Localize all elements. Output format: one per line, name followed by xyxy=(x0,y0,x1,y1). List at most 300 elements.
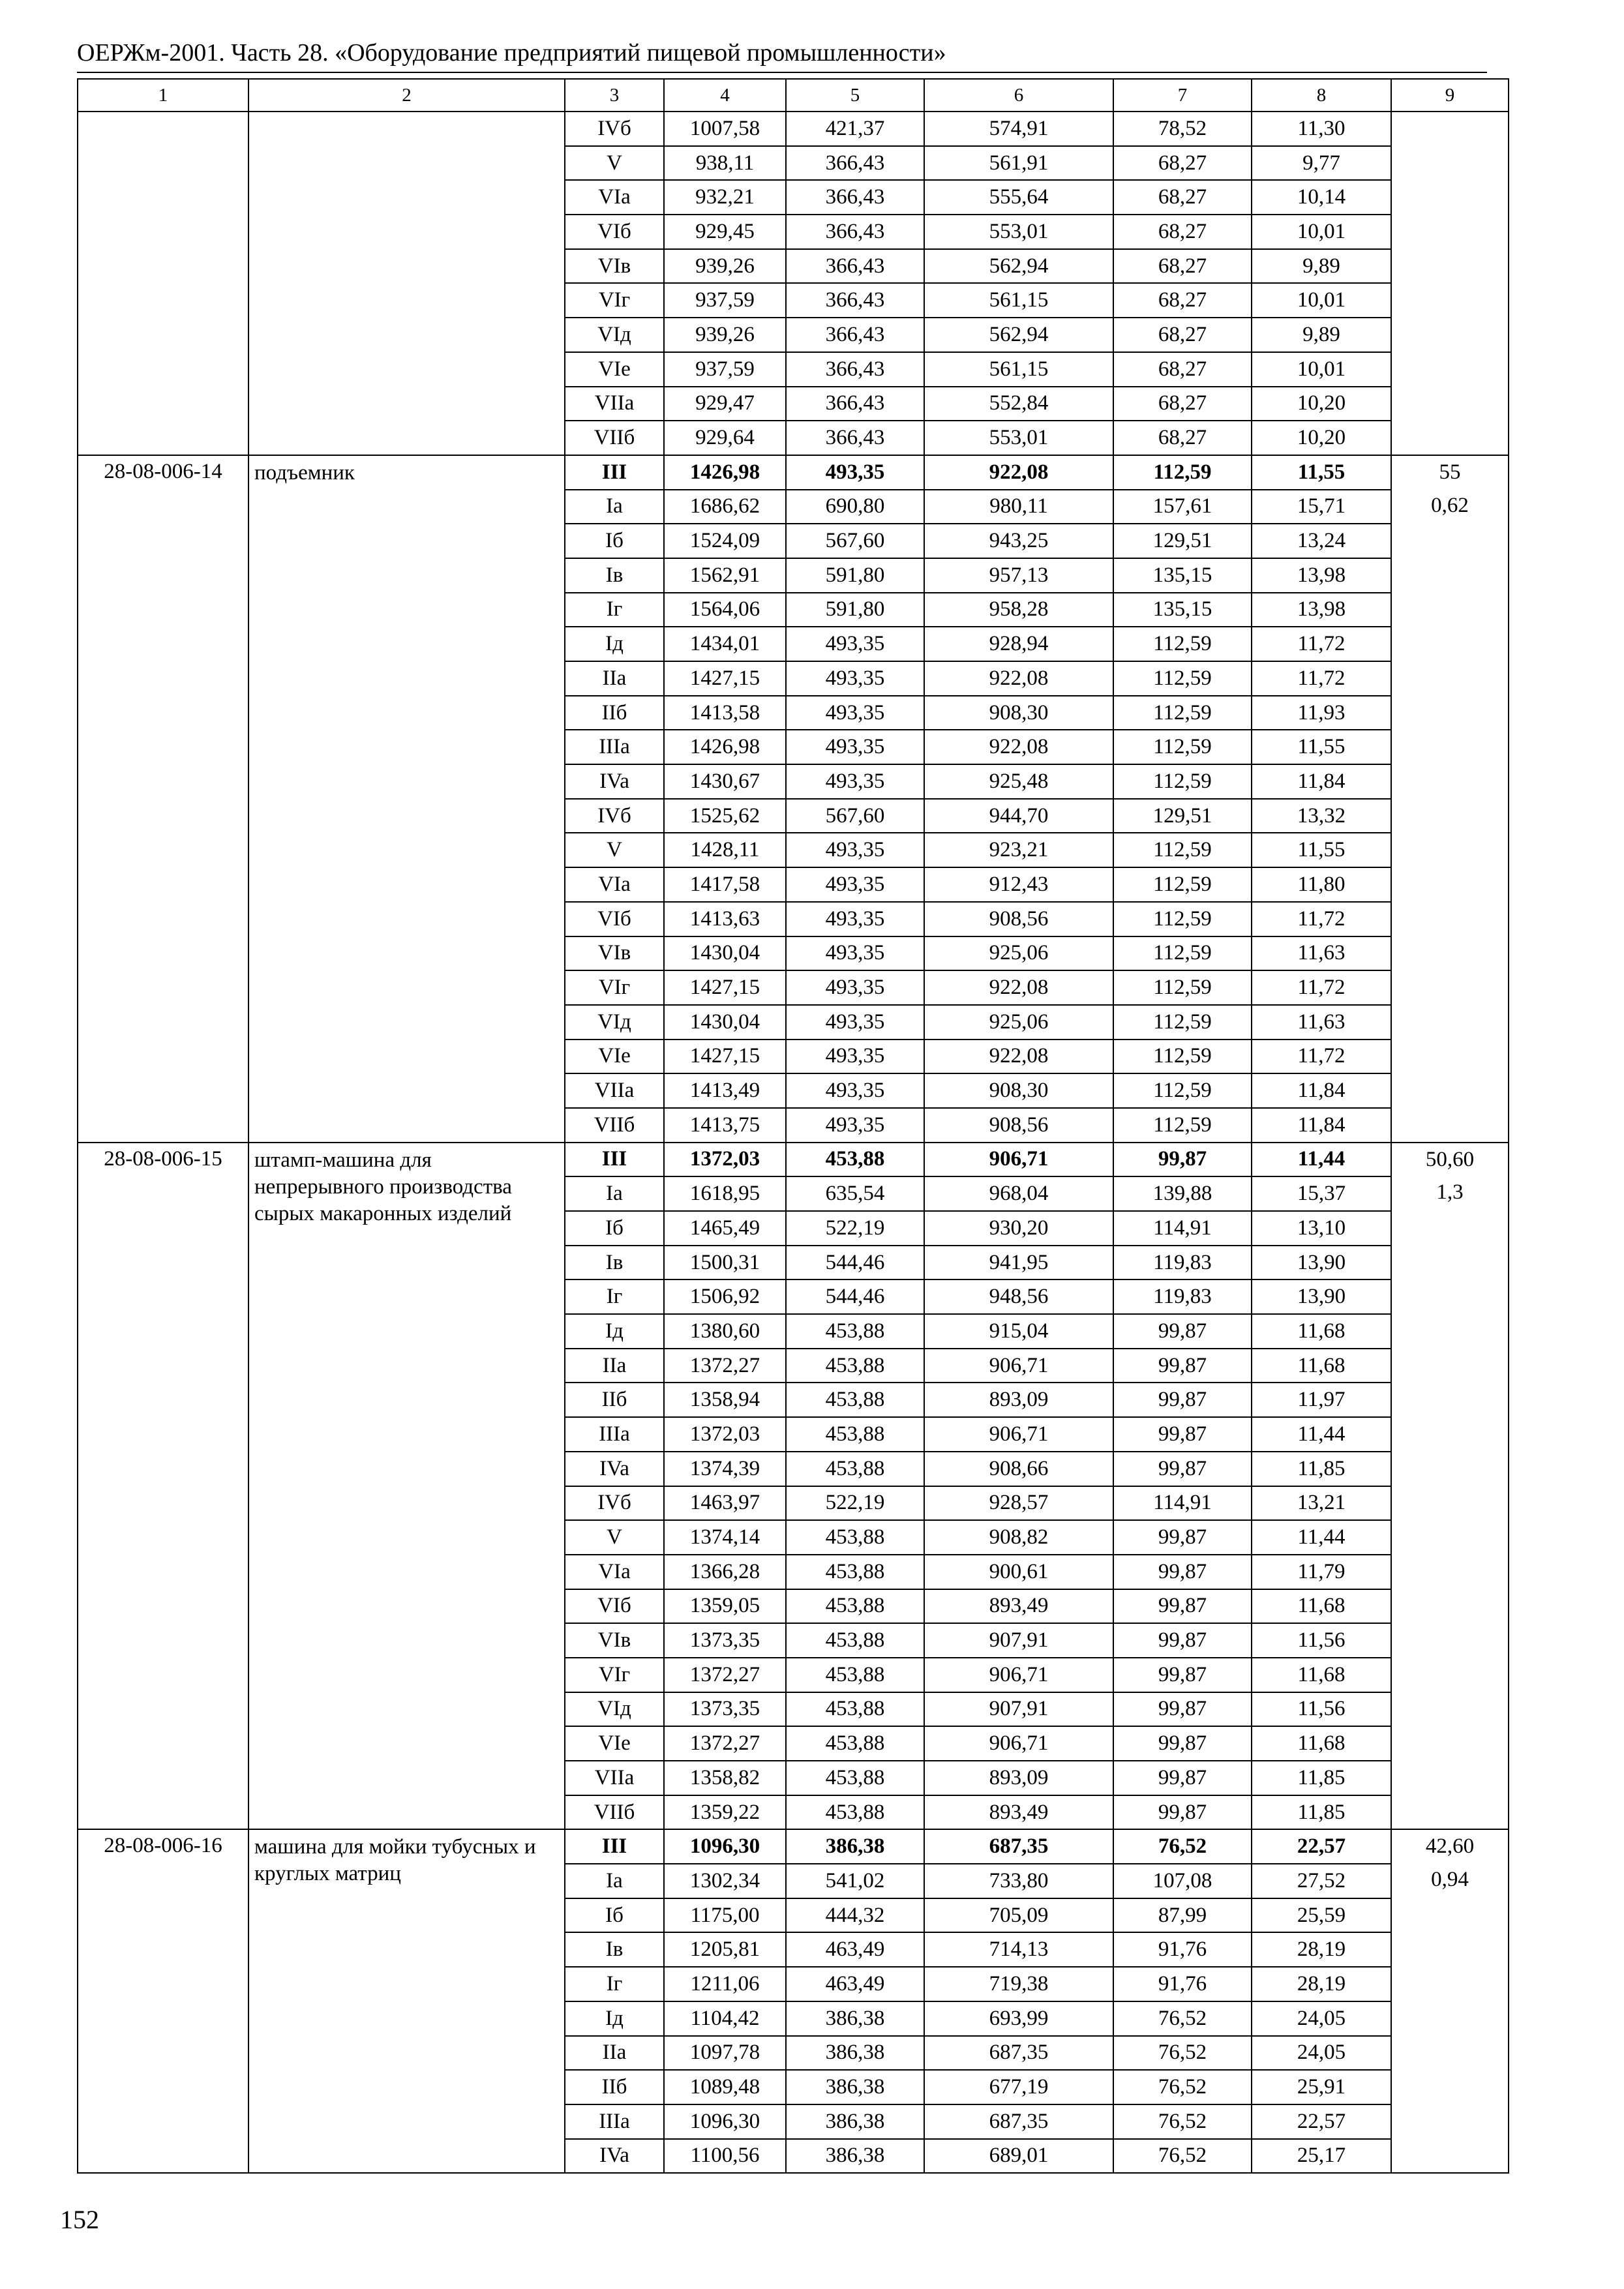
region-category: Iб xyxy=(565,1898,664,1933)
cost-value: 99,87 xyxy=(1113,1314,1252,1349)
region-category: Iв xyxy=(565,1246,664,1280)
region-category: Iв xyxy=(565,1932,664,1967)
cost-value: 11,79 xyxy=(1252,1555,1391,1589)
cost-value: 11,97 xyxy=(1252,1383,1391,1417)
cost-value: 366,43 xyxy=(786,318,924,352)
cost-value: 1524,09 xyxy=(664,524,786,558)
cost-value: 453,88 xyxy=(786,1143,924,1177)
cost-value: 11,84 xyxy=(1252,764,1391,799)
extra-column xyxy=(1391,112,1509,455)
cost-value: 900,61 xyxy=(924,1555,1113,1589)
region-category: IVб xyxy=(565,112,664,146)
cost-value: 99,87 xyxy=(1113,1555,1252,1589)
cost-value: 129,51 xyxy=(1113,524,1252,558)
cost-value: 129,51 xyxy=(1113,799,1252,833)
cost-value: 76,52 xyxy=(1113,1829,1252,1864)
cost-value: 366,43 xyxy=(786,352,924,387)
cost-value: 522,19 xyxy=(786,1486,924,1521)
cost-value: 1372,27 xyxy=(664,1349,786,1383)
cost-value: 1430,67 xyxy=(664,764,786,799)
region-category: IIб xyxy=(565,2070,664,2104)
cost-value: 925,06 xyxy=(924,1005,1113,1040)
cost-value: 112,59 xyxy=(1113,1005,1252,1040)
cost-value: 928,94 xyxy=(924,627,1113,661)
region-category: VIIa xyxy=(565,1761,664,1795)
cost-value: 562,94 xyxy=(924,249,1113,284)
price-table xyxy=(77,78,1509,2174)
region-category: Iд xyxy=(565,2001,664,2036)
extra-value: 0,62 xyxy=(1431,493,1469,517)
position-code: 28-08-006-14 xyxy=(78,455,248,1143)
region-category: III xyxy=(565,455,664,490)
cost-value: 944,70 xyxy=(924,799,1113,833)
column-number: 5 xyxy=(786,79,924,112)
cost-value: 893,09 xyxy=(924,1761,1113,1795)
cost-value: 114,91 xyxy=(1113,1211,1252,1246)
cost-value: 1413,49 xyxy=(664,1073,786,1108)
region-category: III xyxy=(565,1143,664,1177)
cost-value: 1372,03 xyxy=(664,1417,786,1452)
cost-value: 99,87 xyxy=(1113,1795,1252,1830)
region-category: IIб xyxy=(565,1383,664,1417)
cost-value: 493,35 xyxy=(786,833,924,867)
cost-value: 11,72 xyxy=(1252,661,1391,696)
cost-value: 99,87 xyxy=(1113,1520,1252,1555)
region-category: VIe xyxy=(565,1040,664,1074)
region-category: VIe xyxy=(565,1726,664,1761)
cost-value: 366,43 xyxy=(786,215,924,249)
cost-value: 25,91 xyxy=(1252,2070,1391,2104)
cost-value: 28,19 xyxy=(1252,1967,1391,2001)
region-category: Iг xyxy=(565,593,664,627)
region-category: VIIб xyxy=(565,421,664,455)
cost-value: 689,01 xyxy=(924,2139,1113,2174)
cost-value: 112,59 xyxy=(1113,661,1252,696)
cost-value: 1463,97 xyxy=(664,1486,786,1521)
cost-value: 78,52 xyxy=(1113,112,1252,146)
cost-value: 687,35 xyxy=(924,2036,1113,2071)
cost-value: 522,19 xyxy=(786,1211,924,1246)
cost-value: 1413,63 xyxy=(664,902,786,936)
cost-value: 99,87 xyxy=(1113,1143,1252,1177)
cost-value: 1413,75 xyxy=(664,1108,786,1143)
cost-value: 13,98 xyxy=(1252,558,1391,593)
region-category: VIa xyxy=(565,180,664,215)
cost-value: 13,32 xyxy=(1252,799,1391,833)
cost-value: 112,59 xyxy=(1113,936,1252,971)
region-category: Iд xyxy=(565,1314,664,1349)
cost-value: 893,49 xyxy=(924,1795,1113,1830)
cost-value: 386,38 xyxy=(786,2139,924,2174)
cost-value: 112,59 xyxy=(1113,730,1252,764)
region-category: IIa xyxy=(565,1349,664,1383)
cost-value: 544,46 xyxy=(786,1246,924,1280)
cost-value: 908,30 xyxy=(924,1073,1113,1108)
cost-value: 25,17 xyxy=(1252,2139,1391,2174)
cost-value: 1007,58 xyxy=(664,112,786,146)
cost-value: 9,89 xyxy=(1252,249,1391,284)
cost-value: 574,91 xyxy=(924,112,1113,146)
cost-value: 922,08 xyxy=(924,970,1113,1005)
region-category: VIг xyxy=(565,1658,664,1692)
cost-value: 1096,30 xyxy=(664,1829,786,1864)
cost-value: 493,35 xyxy=(786,970,924,1005)
cost-value: 938,11 xyxy=(664,146,786,181)
position-code: 28-08-006-16 xyxy=(78,1829,248,2173)
region-category: VIд xyxy=(565,1692,664,1727)
region-category: VIe xyxy=(565,352,664,387)
region-category: V xyxy=(565,1520,664,1555)
cost-value: 941,95 xyxy=(924,1246,1113,1280)
cost-value: 139,88 xyxy=(1113,1176,1252,1211)
region-category: IVб xyxy=(565,1486,664,1521)
cost-value: 925,06 xyxy=(924,936,1113,971)
cost-value: 68,27 xyxy=(1113,146,1252,181)
cost-value: 11,68 xyxy=(1252,1589,1391,1624)
cost-value: 1373,35 xyxy=(664,1692,786,1727)
cost-value: 493,35 xyxy=(786,867,924,902)
cost-value: 99,87 xyxy=(1113,1383,1252,1417)
cost-value: 929,45 xyxy=(664,215,786,249)
cost-value: 493,35 xyxy=(786,1005,924,1040)
cost-value: 386,38 xyxy=(786,2104,924,2139)
cost-value: 493,35 xyxy=(786,455,924,490)
cost-value: 1374,14 xyxy=(664,1520,786,1555)
cost-value: 11,85 xyxy=(1252,1761,1391,1795)
cost-value: 11,63 xyxy=(1252,936,1391,971)
region-category: VIд xyxy=(565,1005,664,1040)
cost-value: 11,72 xyxy=(1252,627,1391,661)
cost-value: 493,35 xyxy=(786,764,924,799)
cost-value: 493,35 xyxy=(786,1108,924,1143)
cost-value: 929,47 xyxy=(664,387,786,421)
cost-value: 923,21 xyxy=(924,833,1113,867)
cost-value: 11,84 xyxy=(1252,1108,1391,1143)
region-category: VIг xyxy=(565,970,664,1005)
cost-value: 1427,15 xyxy=(664,1040,786,1074)
cost-value: 11,93 xyxy=(1252,696,1391,730)
cost-value: 11,68 xyxy=(1252,1314,1391,1349)
cost-value: 11,55 xyxy=(1252,833,1391,867)
cost-value: 922,08 xyxy=(924,730,1113,764)
cost-value: 463,49 xyxy=(786,1932,924,1967)
cost-value: 1525,62 xyxy=(664,799,786,833)
column-number: 9 xyxy=(1391,79,1509,112)
extra-column xyxy=(1391,1829,1509,2173)
position-code xyxy=(78,112,248,455)
cost-value: 135,15 xyxy=(1113,558,1252,593)
cost-value: 99,87 xyxy=(1113,1658,1252,1692)
cost-value: 567,60 xyxy=(786,799,924,833)
cost-value: 958,28 xyxy=(924,593,1113,627)
column-number: 7 xyxy=(1113,79,1252,112)
extra-column xyxy=(1391,1143,1509,1830)
cost-value: 114,91 xyxy=(1113,1486,1252,1521)
region-category: VIa xyxy=(565,1555,664,1589)
cost-value: 635,54 xyxy=(786,1176,924,1211)
cost-value: 733,80 xyxy=(924,1864,1113,1898)
cost-value: 957,13 xyxy=(924,558,1113,593)
cost-value: 11,63 xyxy=(1252,1005,1391,1040)
cost-value: 112,59 xyxy=(1113,902,1252,936)
cost-value: 1372,27 xyxy=(664,1726,786,1761)
cost-value: 1175,00 xyxy=(664,1898,786,1933)
cost-value: 493,35 xyxy=(786,936,924,971)
cost-value: 453,88 xyxy=(786,1623,924,1658)
cost-value: 119,83 xyxy=(1113,1279,1252,1314)
cost-value: 937,59 xyxy=(664,283,786,318)
region-category: III xyxy=(565,1829,664,1864)
cost-value: 112,59 xyxy=(1113,764,1252,799)
region-category: IIб xyxy=(565,696,664,730)
cost-value: 591,80 xyxy=(786,558,924,593)
region-category: IVa xyxy=(565,1452,664,1486)
cost-value: 10,20 xyxy=(1252,421,1391,455)
cost-value: 112,59 xyxy=(1113,696,1252,730)
column-number: 2 xyxy=(248,79,565,112)
cost-value: 10,01 xyxy=(1252,352,1391,387)
cost-value: 453,88 xyxy=(786,1692,924,1727)
cost-value: 11,68 xyxy=(1252,1726,1391,1761)
cost-value: 453,88 xyxy=(786,1349,924,1383)
cost-value: 1104,42 xyxy=(664,2001,786,2036)
cost-value: 10,01 xyxy=(1252,283,1391,318)
equipment-name: машина для мойки тубусных и круглых матриц xyxy=(248,1829,565,2173)
cost-value: 687,35 xyxy=(924,2104,1113,2139)
cost-value: 925,48 xyxy=(924,764,1113,799)
cost-value: 11,55 xyxy=(1252,730,1391,764)
cost-value: 99,87 xyxy=(1113,1761,1252,1795)
table-row xyxy=(78,112,1509,146)
cost-value: 1366,28 xyxy=(664,1555,786,1589)
region-category: VIб xyxy=(565,1589,664,1624)
cost-value: 366,43 xyxy=(786,249,924,284)
cost-value: 9,89 xyxy=(1252,318,1391,352)
column-number: 8 xyxy=(1252,79,1391,112)
region-category: Iв xyxy=(565,558,664,593)
region-category: Ia xyxy=(565,490,664,524)
cost-value: 366,43 xyxy=(786,387,924,421)
cost-value: 907,91 xyxy=(924,1692,1113,1727)
table-row xyxy=(78,455,1509,490)
cost-value: 1205,81 xyxy=(664,1932,786,1967)
cost-value: 366,43 xyxy=(786,283,924,318)
cost-value: 907,91 xyxy=(924,1623,1113,1658)
cost-value: 453,88 xyxy=(786,1761,924,1795)
cost-value: 11,72 xyxy=(1252,1040,1391,1074)
cost-value: 930,20 xyxy=(924,1211,1113,1246)
cost-value: 1413,58 xyxy=(664,696,786,730)
cost-value: 135,15 xyxy=(1113,593,1252,627)
cost-value: 99,87 xyxy=(1113,1623,1252,1658)
header-rule xyxy=(77,72,1487,73)
cost-value: 1618,95 xyxy=(664,1176,786,1211)
cost-value: 980,11 xyxy=(924,490,1113,524)
cost-value: 1373,35 xyxy=(664,1623,786,1658)
cost-value: 112,59 xyxy=(1113,455,1252,490)
equipment-name: штамп-машина для непрерывного производства сырых макаронных изделий xyxy=(248,1143,565,1830)
cost-value: 908,66 xyxy=(924,1452,1113,1486)
cost-value: 76,52 xyxy=(1113,2139,1252,2174)
cost-value: 544,46 xyxy=(786,1279,924,1314)
cost-value: 906,71 xyxy=(924,1726,1113,1761)
cost-value: 11,55 xyxy=(1252,455,1391,490)
cost-value: 10,14 xyxy=(1252,180,1391,215)
cost-value: 386,38 xyxy=(786,1829,924,1864)
region-category: VIв xyxy=(565,1623,664,1658)
cost-value: 112,59 xyxy=(1113,1108,1252,1143)
cost-value: 99,87 xyxy=(1113,1452,1252,1486)
cost-value: 11,56 xyxy=(1252,1692,1391,1727)
cost-value: 112,59 xyxy=(1113,1040,1252,1074)
cost-value: 11,72 xyxy=(1252,970,1391,1005)
table-body xyxy=(78,79,1509,2173)
cost-value: 719,38 xyxy=(924,1967,1113,2001)
cost-value: 13,90 xyxy=(1252,1279,1391,1314)
cost-value: 943,25 xyxy=(924,524,1113,558)
cost-value: 68,27 xyxy=(1113,352,1252,387)
cost-value: 366,43 xyxy=(786,421,924,455)
cost-value: 99,87 xyxy=(1113,1692,1252,1727)
table-row xyxy=(78,1829,1509,1864)
cost-value: 68,27 xyxy=(1113,387,1252,421)
cost-value: 1500,31 xyxy=(664,1246,786,1280)
cost-value: 68,27 xyxy=(1113,421,1252,455)
cost-value: 76,52 xyxy=(1113,2070,1252,2104)
cost-value: 493,35 xyxy=(786,627,924,661)
cost-value: 99,87 xyxy=(1113,1589,1252,1624)
cost-value: 1686,62 xyxy=(664,490,786,524)
cost-value: 948,56 xyxy=(924,1279,1113,1314)
cost-value: 11,56 xyxy=(1252,1623,1391,1658)
region-category: VIб xyxy=(565,902,664,936)
cost-value: 1359,05 xyxy=(664,1589,786,1624)
equipment-name: подъемник xyxy=(248,455,565,1143)
cost-value: 687,35 xyxy=(924,1829,1113,1864)
cost-value: 1097,78 xyxy=(664,2036,786,2071)
cost-value: 493,35 xyxy=(786,730,924,764)
cost-value: 555,64 xyxy=(924,180,1113,215)
cost-value: 922,08 xyxy=(924,661,1113,696)
cost-value: 112,59 xyxy=(1113,1073,1252,1108)
region-category: IVб xyxy=(565,799,664,833)
cost-value: 562,94 xyxy=(924,318,1113,352)
region-category: Iг xyxy=(565,1279,664,1314)
cost-value: 922,08 xyxy=(924,1040,1113,1074)
cost-value: 453,88 xyxy=(786,1658,924,1692)
cost-value: 11,85 xyxy=(1252,1452,1391,1486)
cost-value: 561,91 xyxy=(924,146,1113,181)
cost-value: 1359,22 xyxy=(664,1795,786,1830)
cost-value: 1096,30 xyxy=(664,2104,786,2139)
cost-value: 493,35 xyxy=(786,661,924,696)
cost-value: 112,59 xyxy=(1113,627,1252,661)
region-category: V xyxy=(565,146,664,181)
cost-value: 1427,15 xyxy=(664,661,786,696)
cost-value: 908,30 xyxy=(924,696,1113,730)
cost-value: 567,60 xyxy=(786,524,924,558)
cost-value: 11,72 xyxy=(1252,902,1391,936)
cost-value: 366,43 xyxy=(786,146,924,181)
cost-value: 1562,91 xyxy=(664,558,786,593)
cost-value: 22,57 xyxy=(1252,1829,1391,1864)
cost-value: 157,61 xyxy=(1113,490,1252,524)
cost-value: 10,01 xyxy=(1252,215,1391,249)
region-category: Iб xyxy=(565,524,664,558)
cost-value: 453,88 xyxy=(786,1795,924,1830)
extra-value: 55 xyxy=(1439,460,1461,484)
extra-value: 1,3 xyxy=(1436,1180,1464,1204)
cost-value: 1427,15 xyxy=(664,970,786,1005)
cost-value: 493,35 xyxy=(786,902,924,936)
cost-value: 561,15 xyxy=(924,283,1113,318)
cost-value: 1380,60 xyxy=(664,1314,786,1349)
cost-value: 112,59 xyxy=(1113,970,1252,1005)
cost-value: 908,82 xyxy=(924,1520,1113,1555)
cost-value: 107,08 xyxy=(1113,1864,1252,1898)
cost-value: 893,09 xyxy=(924,1383,1113,1417)
cost-value: 932,21 xyxy=(664,180,786,215)
cost-value: 11,44 xyxy=(1252,1417,1391,1452)
cost-value: 99,87 xyxy=(1113,1417,1252,1452)
cost-value: 11,84 xyxy=(1252,1073,1391,1108)
cost-value: 99,87 xyxy=(1113,1726,1252,1761)
cost-value: 1089,48 xyxy=(664,2070,786,2104)
cost-value: 99,87 xyxy=(1113,1349,1252,1383)
cost-value: 386,38 xyxy=(786,2036,924,2071)
region-category: VIб xyxy=(565,215,664,249)
cost-value: 76,52 xyxy=(1113,2036,1252,2071)
cost-value: 27,52 xyxy=(1252,1864,1391,1898)
cost-value: 15,71 xyxy=(1252,490,1391,524)
cost-value: 453,88 xyxy=(786,1589,924,1624)
extra-column xyxy=(1391,455,1509,1143)
region-category: Ia xyxy=(565,1864,664,1898)
cost-value: 553,01 xyxy=(924,215,1113,249)
cost-value: 493,35 xyxy=(786,696,924,730)
cost-value: 453,88 xyxy=(786,1383,924,1417)
cost-value: 453,88 xyxy=(786,1520,924,1555)
cost-value: 68,27 xyxy=(1113,318,1252,352)
region-category: Iг xyxy=(565,1967,664,2001)
cost-value: 453,88 xyxy=(786,1417,924,1452)
cost-value: 906,71 xyxy=(924,1143,1113,1177)
region-category: IIa xyxy=(565,2036,664,2071)
document-header: ОЕРЖм-2001. Часть 28. «Оборудование предприятий пищевой промышленности» xyxy=(77,39,946,67)
cost-value: 11,68 xyxy=(1252,1349,1391,1383)
cost-value: 68,27 xyxy=(1113,180,1252,215)
cost-value: 13,10 xyxy=(1252,1211,1391,1246)
cost-value: 552,84 xyxy=(924,387,1113,421)
cost-value: 908,56 xyxy=(924,1108,1113,1143)
cost-value: 1358,94 xyxy=(664,1383,786,1417)
cost-value: 541,02 xyxy=(786,1864,924,1898)
region-category: VIIa xyxy=(565,387,664,421)
cost-value: 13,90 xyxy=(1252,1246,1391,1280)
region-category: VIa xyxy=(565,867,664,902)
region-category: VIIa xyxy=(565,1073,664,1108)
cost-value: 908,56 xyxy=(924,902,1113,936)
cost-value: 937,59 xyxy=(664,352,786,387)
cost-value: 13,98 xyxy=(1252,593,1391,627)
column-number: 4 xyxy=(664,79,786,112)
cost-value: 677,19 xyxy=(924,2070,1113,2104)
region-category: VIIб xyxy=(565,1795,664,1830)
cost-value: 493,35 xyxy=(786,1073,924,1108)
cost-value: 366,43 xyxy=(786,180,924,215)
cost-value: 68,27 xyxy=(1113,283,1252,318)
cost-value: 1430,04 xyxy=(664,1005,786,1040)
